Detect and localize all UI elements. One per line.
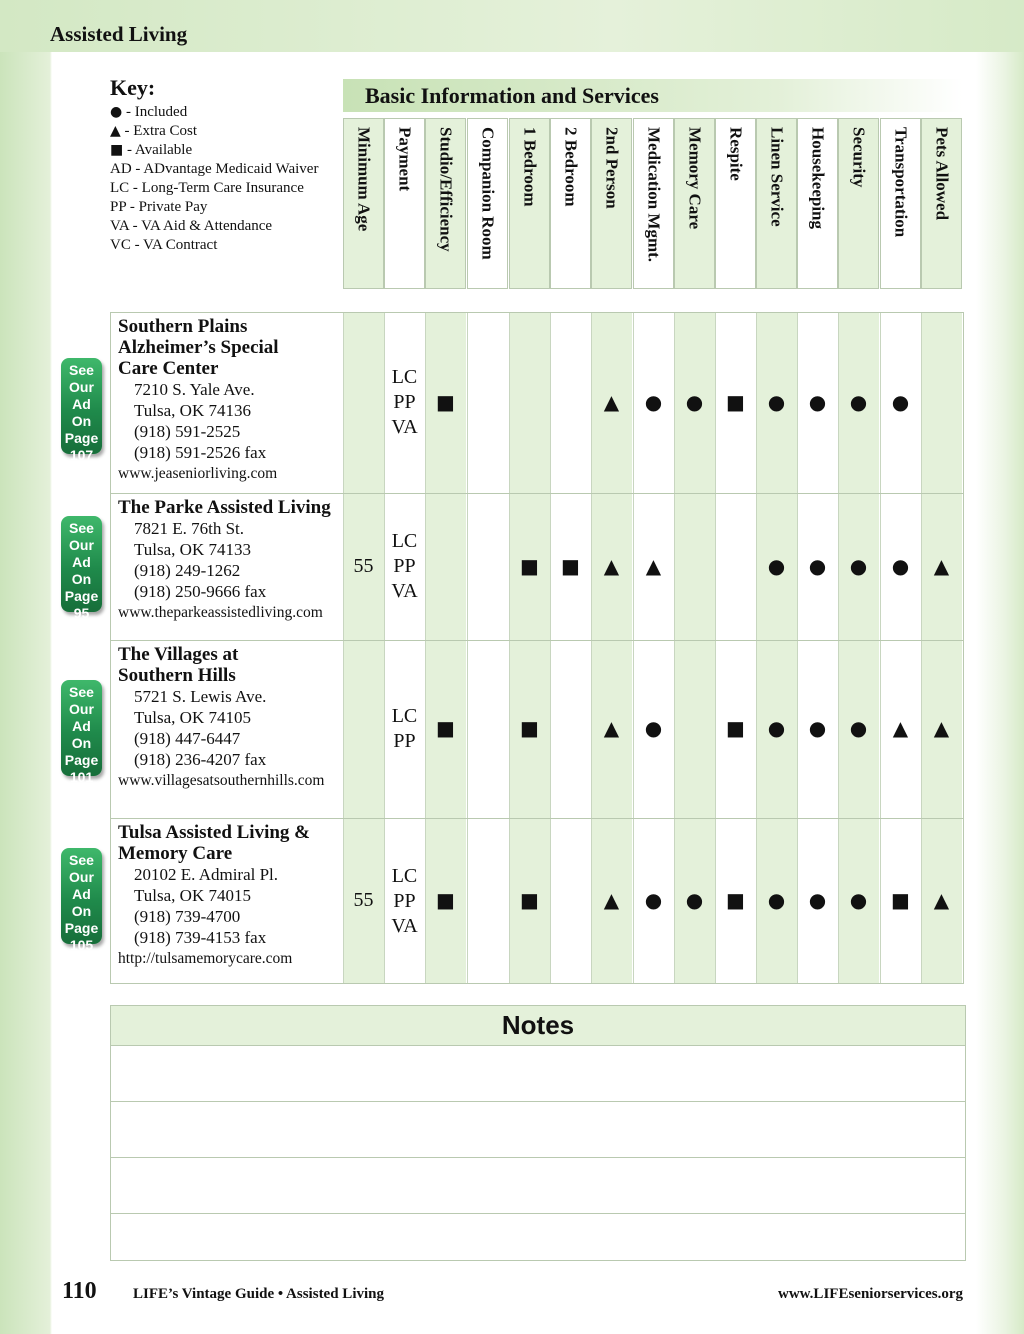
- facility-row: [110, 818, 964, 984]
- see-ad-badge[interactable]: [61, 848, 102, 953]
- available-square-icon: ■: [726, 716, 745, 740]
- available-square-icon: ■: [561, 553, 580, 578]
- key-item-text: - Extra Cost: [120, 123, 198, 139]
- key-item: [110, 103, 346, 122]
- column-header-label: Security: [849, 127, 869, 188]
- column-header-label: 2nd Person: [602, 127, 622, 209]
- badge-text: Our: [69, 869, 94, 885]
- column-header: [591, 118, 632, 289]
- facility-row: [110, 312, 964, 493]
- left-band: [0, 52, 50, 1334]
- facility-name: The Villages at: [118, 644, 239, 665]
- facility-row: [110, 493, 964, 640]
- facility-phone[interactable]: (918) 591-2525: [134, 422, 241, 441]
- included-circle-icon: ●: [849, 553, 868, 578]
- key-item: [110, 217, 346, 236]
- badge-text: Page: [64, 588, 99, 604]
- badge-text: Ad On: [71, 554, 92, 587]
- extra-cost-triangle-icon: ▲: [603, 553, 620, 578]
- footer-url[interactable]: www.LIFEseniorservices.org: [778, 1286, 963, 1302]
- circle-icon: ●: [110, 104, 123, 120]
- column-header: [384, 118, 425, 289]
- included-circle-icon: ●: [644, 389, 663, 414]
- minimum-age-value: 55: [353, 554, 374, 577]
- facility-name: Memory Care: [118, 843, 233, 864]
- column-header-label: Pets Allowed: [932, 127, 952, 221]
- facility-website-link[interactable]: http://tulsamemorycare.com: [118, 950, 293, 967]
- extra-cost-triangle-icon: ▲: [933, 553, 950, 578]
- key-item: [110, 160, 346, 179]
- square-icon: ■: [110, 142, 124, 158]
- available-square-icon: ■: [726, 888, 745, 912]
- basic-info-header: Basic Information and Services: [343, 79, 963, 112]
- notes-line[interactable]: [111, 1046, 965, 1102]
- included-circle-icon: ●: [808, 716, 827, 740]
- column-header: [467, 118, 508, 289]
- facility-info: [118, 316, 343, 484]
- column-header-label: Respite: [726, 127, 746, 181]
- column-header-label: Linen Service: [767, 127, 787, 227]
- column-header: [880, 118, 921, 289]
- badge-text: See: [69, 362, 94, 378]
- payment-code: PP: [393, 889, 416, 912]
- column-header-label: 1 Bedroom: [520, 127, 540, 207]
- column-header: [797, 118, 838, 289]
- page-number: 110: [62, 1278, 97, 1304]
- payment-options: [384, 704, 425, 754]
- badge-text: 95: [73, 605, 90, 621]
- badge-text: Page: [64, 430, 99, 446]
- facility-name: Alzheimer’s Special: [118, 337, 279, 358]
- payment-code: VA: [391, 580, 418, 602]
- included-circle-icon: ●: [849, 389, 868, 414]
- available-square-icon: ■: [520, 553, 539, 578]
- available-square-icon: ■: [891, 888, 910, 912]
- payment-code: PP: [393, 555, 416, 577]
- badge-text: Our: [69, 701, 94, 717]
- payment-code: PP: [393, 730, 416, 752]
- badge-text: Our: [69, 537, 94, 553]
- right-band: [976, 52, 1024, 1334]
- badge-text: Page: [64, 920, 99, 936]
- notes-line[interactable]: [111, 1158, 965, 1214]
- payment-code: LC: [391, 864, 418, 887]
- badge-text: 107: [69, 447, 94, 463]
- notes-title: Notes: [111, 1006, 965, 1046]
- column-header-label: Transportation: [891, 127, 911, 238]
- facility-info: [118, 497, 343, 623]
- facility-city: Tulsa, OK 74133: [134, 540, 251, 559]
- facility-name: Southern Plains: [118, 316, 248, 337]
- included-circle-icon: ●: [644, 716, 663, 740]
- column-header: [756, 118, 797, 289]
- column-header: [509, 118, 550, 289]
- column-header-label: Minimum Age: [354, 127, 374, 232]
- key-item-text: LC - Long-Term Care Insurance: [110, 180, 304, 196]
- column-header: [633, 118, 674, 289]
- key-item-text: AD - ADvantage Medicaid Waiver: [110, 161, 319, 177]
- facility-info: [118, 822, 343, 969]
- badge-text: 101: [69, 769, 94, 785]
- facility-address: 20102 E. Admiral Pl.: [134, 865, 279, 884]
- payment-code: PP: [393, 391, 416, 413]
- available-square-icon: ■: [436, 716, 455, 740]
- facility-address: 7210 S. Yale Ave.: [134, 380, 255, 399]
- included-circle-icon: ●: [849, 716, 868, 740]
- facility-name: Care Center: [118, 358, 219, 379]
- extra-cost-triangle-icon: ▲: [892, 716, 909, 740]
- facility-address: 7821 E. 76th St.: [134, 519, 245, 538]
- facility-name: Southern Hills: [118, 665, 236, 686]
- notes-box: [110, 1005, 966, 1261]
- key-item-text: VA - VA Aid & Attendance: [110, 218, 273, 234]
- column-header: [921, 118, 962, 289]
- facility-website-link[interactable]: www.jeaseniorliving.com: [118, 465, 278, 482]
- column-header: [715, 118, 756, 289]
- notes-line[interactable]: [111, 1102, 965, 1158]
- available-square-icon: ■: [436, 888, 455, 912]
- payment-code: LC: [391, 705, 418, 727]
- extra-cost-triangle-icon: ▲: [933, 716, 950, 740]
- facility-fax[interactable]: (918) 250-9666 fax: [134, 582, 267, 601]
- facility-city: Tulsa, OK 74105: [134, 708, 251, 727]
- included-circle-icon: ●: [644, 888, 663, 912]
- facility-name: The Parke Assisted Living: [118, 497, 331, 518]
- see-ad-badge[interactable]: [61, 516, 102, 621]
- key-title: Key:: [110, 75, 156, 100]
- facility-city: Tulsa, OK 74015: [134, 886, 251, 905]
- column-header-label: Memory Care: [685, 127, 705, 230]
- included-circle-icon: ●: [767, 389, 786, 414]
- extra-cost-triangle-icon: ▲: [603, 716, 620, 740]
- included-circle-icon: ●: [808, 553, 827, 578]
- badge-text: See: [69, 852, 94, 868]
- column-header-label: Companion Room: [478, 127, 498, 260]
- included-circle-icon: ●: [685, 888, 704, 912]
- facility-city: Tulsa, OK 74136: [134, 401, 251, 420]
- included-circle-icon: ●: [808, 888, 827, 912]
- facility-phone[interactable]: (918) 447-6447: [134, 729, 241, 748]
- badge-text: Page: [64, 752, 99, 768]
- key-item-text: PP - Private Pay: [110, 199, 208, 215]
- facility-fax[interactable]: (918) 739-4153 fax: [134, 928, 267, 947]
- payment-code: LC: [391, 530, 418, 552]
- key-item: [110, 198, 346, 217]
- column-header-label: Studio/Efficiency: [436, 127, 456, 252]
- extra-cost-triangle-icon: ▲: [603, 888, 620, 912]
- payment-code: LC: [391, 366, 418, 388]
- facility-fax[interactable]: (918) 591-2526 fax: [134, 443, 267, 462]
- included-circle-icon: ●: [767, 888, 786, 912]
- key-item: [110, 179, 346, 198]
- facility-phone[interactable]: (918) 249-1262: [134, 561, 241, 580]
- payment-options: [384, 365, 425, 440]
- key-items: [110, 103, 346, 255]
- key-legend: [110, 75, 346, 255]
- available-square-icon: ■: [436, 389, 455, 414]
- column-header: [425, 118, 466, 289]
- payment-code: VA: [391, 914, 418, 937]
- column-header-label: Housekeeping: [808, 127, 828, 230]
- column-header: [838, 118, 879, 289]
- payment-options: [384, 529, 425, 604]
- facility-row: [110, 640, 964, 818]
- payment-options: [384, 864, 425, 939]
- footer-guide-title: LIFE’s Vintage Guide • Assisted Living: [133, 1286, 384, 1302]
- key-item: [110, 141, 346, 160]
- see-ad-badge[interactable]: [61, 358, 102, 463]
- payment-code: VA: [391, 416, 418, 438]
- key-item-text: - Available: [123, 142, 193, 158]
- available-square-icon: ■: [520, 888, 539, 912]
- key-item-text: - Included: [122, 104, 188, 120]
- column-header: [343, 118, 384, 289]
- column-header-label: Payment: [395, 127, 415, 192]
- included-circle-icon: ●: [849, 888, 868, 912]
- facility-address: 5721 S. Lewis Ave.: [134, 687, 267, 706]
- badge-text: 105: [69, 937, 94, 953]
- included-circle-icon: ●: [891, 389, 910, 414]
- column-header: [674, 118, 715, 289]
- included-circle-icon: ●: [685, 389, 704, 414]
- facility-phone[interactable]: (918) 739-4700: [134, 907, 241, 926]
- included-circle-icon: ●: [767, 716, 786, 740]
- notes-line[interactable]: [111, 1214, 965, 1269]
- key-item-text: VC - VA Contract: [110, 237, 218, 253]
- facility-website-link[interactable]: www.theparkeassistedliving.com: [118, 604, 323, 621]
- triangle-icon: ▲: [110, 123, 121, 139]
- key-item: [110, 236, 346, 255]
- badge-text: See: [69, 684, 94, 700]
- column-header-label: 2 Bedroom: [561, 127, 581, 207]
- facility-name: Tulsa Assisted Living &: [118, 822, 311, 843]
- minimum-age-value: 55: [353, 889, 374, 911]
- facility-info: [118, 644, 343, 791]
- included-circle-icon: ●: [891, 553, 910, 578]
- badge-text: Ad On: [71, 886, 92, 919]
- available-square-icon: ■: [726, 389, 745, 414]
- extra-cost-triangle-icon: ▲: [933, 888, 950, 912]
- key-item: [110, 122, 346, 141]
- badge-text: Ad On: [71, 718, 92, 751]
- extra-cost-triangle-icon: ▲: [603, 389, 620, 414]
- page-section-title: Assisted Living: [50, 22, 188, 46]
- facility-fax[interactable]: (918) 236-4207 fax: [134, 750, 267, 769]
- badge-text: See: [69, 520, 94, 536]
- badge-text: Our: [69, 379, 94, 395]
- available-square-icon: ■: [520, 716, 539, 740]
- badge-text: Ad On: [71, 396, 92, 429]
- extra-cost-triangle-icon: ▲: [645, 553, 662, 578]
- column-header: [550, 118, 591, 289]
- facility-website-link[interactable]: www.villagesatsouthernhills.com: [118, 772, 325, 789]
- included-circle-icon: ●: [808, 389, 827, 414]
- included-circle-icon: ●: [767, 553, 786, 578]
- column-header-label: Medication Mgmt.: [644, 127, 664, 263]
- see-ad-badge[interactable]: [61, 680, 102, 785]
